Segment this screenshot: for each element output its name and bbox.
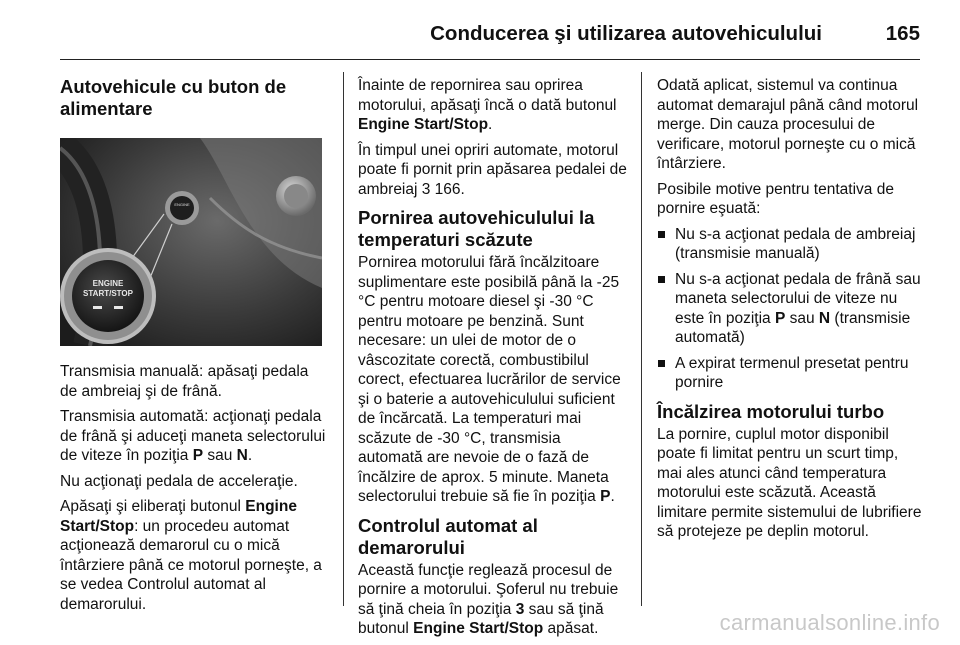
paragraph: Această funcţie reglează procesul de pornire a motorului. Şoferul nu trebuie să ţină cheia în poziţia 3 sau să ţină butonul Engine Start/Stop apăsat. [358, 561, 619, 637]
section-heading: Pornirea autovehiculului la temperaturi scăzute [358, 207, 595, 250]
paragraph: Înainte de repornirea sau oprirea motorului, apăsaţi încă o dată butonul Engine Start/Stop. [358, 77, 617, 133]
indicator-light [93, 306, 102, 309]
paragraph: Nu acţionaţi pedala de acceleraţie. [60, 472, 298, 490]
header-title: Conducerea şi utilizarea autovehiculului [430, 22, 822, 45]
paragraph: Transmisia manuală: apăsaţi pedala de ambreiaj şi de frână. [60, 363, 309, 400]
paragraph: Odată aplicat, sistemul va continua automat demarajul până când motorul merge. Din cauza procesului de verificare, motorul porneşte cu o mică întârziere. [657, 77, 919, 172]
paragraph: La pornire, cuplul motor disponibil poate fi limitat pentru un scurt timp, mai ales atunci când temperatura motorului este scăzută. Această limitare permite sistemului de lubrifiere să protejeze pe deplin motorul. [657, 425, 922, 540]
section-heading: Încălzirea motorului turbo [657, 400, 885, 422]
column-3 [657, 76, 927, 548]
page-header [60, 14, 920, 54]
column-divider [343, 72, 344, 606]
header-rule [60, 59, 920, 60]
paragraph: Pornirea motorului fără încălzitoare suplimentare este posibilă până la -25 °C pentru motoare diesel şi -30 °C pentru motoare pe benzină. Sunt necesare: un ulei de motor de o vâscozitate corectă, combustibilul corect, efectuarea lucrărilor de service şi o baterie a autovehiculului suficient de încărcată. La temperaturi mai scăzute de -30 °C, transmisia automată are nevoie de o fază de încălzire de aprox. 5 minute. Maneta selectorului trebuie să fie în poziţia P. [358, 254, 621, 505]
section-heading: Controlul automat al demarorului [358, 514, 538, 558]
list-item: A expirat termenul presetat pentru pornire [657, 354, 927, 393]
bullet-square-icon [658, 360, 665, 367]
column-1 [60, 72, 328, 620]
paragraph: Transmisia automată: acţionaţi pedala de frână şi aduceţi maneta selectorului de viteze în poziţia P sau N. [60, 408, 326, 464]
column-2 [358, 76, 628, 645]
bullet-square-icon [658, 231, 665, 238]
page-number: 165 [885, 22, 920, 45]
paragraph: Apăsaţi şi eliberaţi butonul Engine Start/Stop: un procedeu automat acţionează demarorul cu o mică întârziere până ce motorul porneşte, a se vedea Controlul automat al demarorului. [60, 498, 322, 613]
paragraph: Posibile motive pentru tentativa de pornire eşuată: [657, 180, 894, 217]
column-divider [641, 72, 642, 606]
engine-start-stop-illustration [60, 138, 322, 346]
paragraph: În timpul unei opriri automate, motorul poate fi pornit prin apăsarea pedalei de ambreiaj 3 166. [358, 141, 627, 198]
engine-start-stop-photo [60, 138, 322, 346]
bullet-list [657, 225, 927, 393]
list-item: Nu s-a acţionat pedala de ambreiaj (transmisie manuală) [657, 225, 927, 264]
reference-arrow-icon: 3 [421, 180, 431, 198]
bullet-square-icon [658, 276, 665, 283]
list-item: Nu s-a acţionat pedala de frână sau maneta selectorului de viteze nu este în poziţia P sau N (transmisie automată) [657, 270, 927, 348]
button-label-line1: ENGINE [92, 279, 124, 288]
watermark: carmanualsonline.info [719, 610, 940, 635]
svg-text:ENGINE: ENGINE [174, 202, 190, 207]
button-label-line2: START/STOP [83, 289, 133, 298]
indicator-light [114, 306, 123, 309]
section-heading: Autovehicule cu buton de alimentare [60, 76, 287, 119]
